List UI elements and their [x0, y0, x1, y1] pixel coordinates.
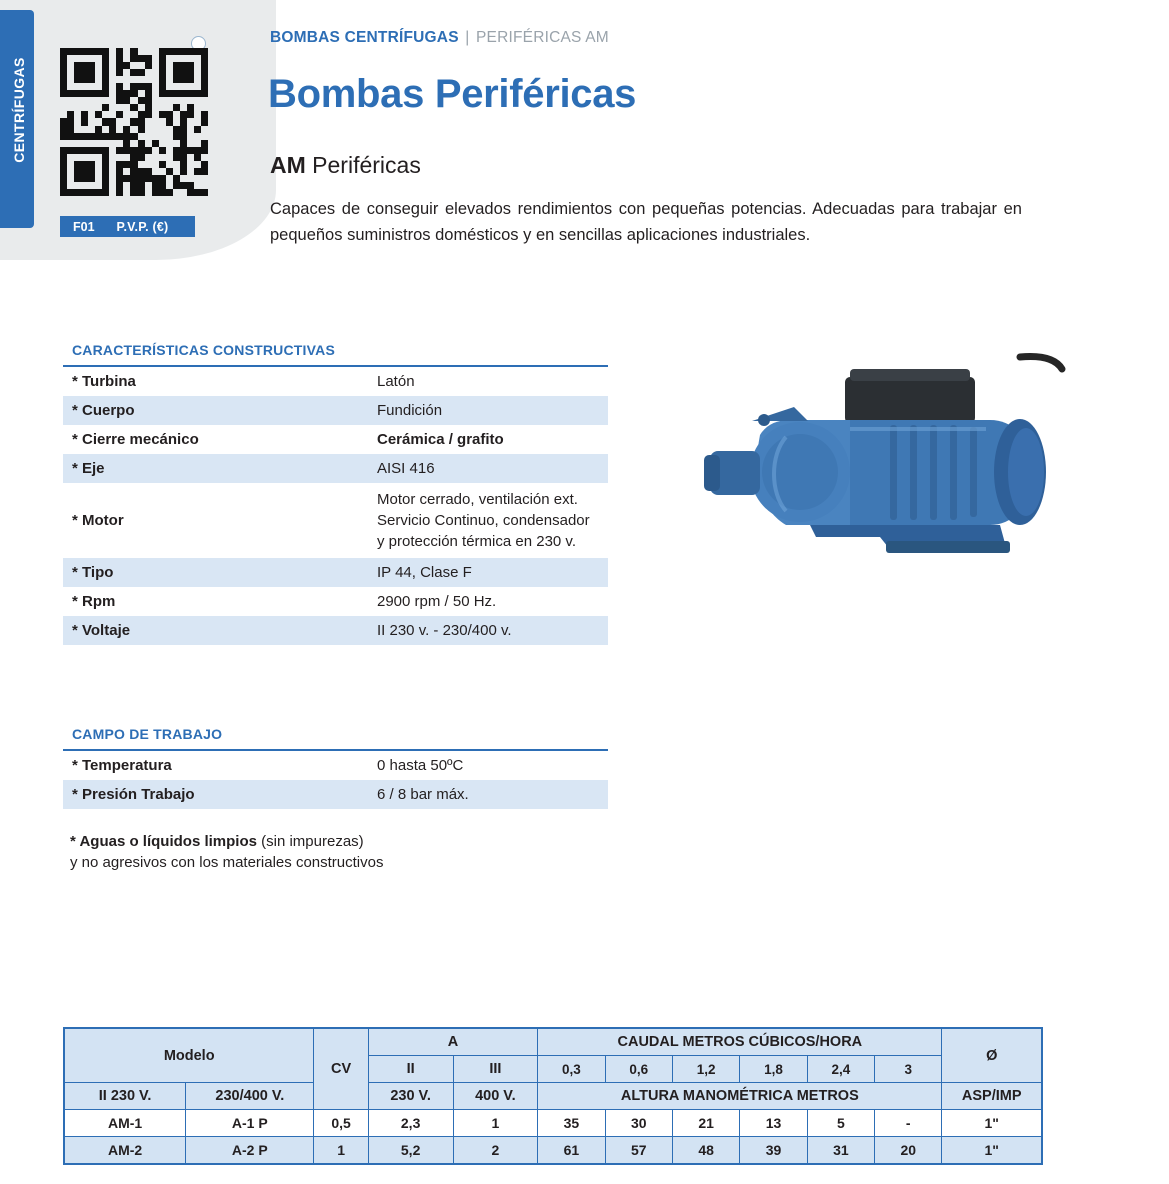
cell-flow-4: 31: [807, 1137, 874, 1165]
section-caracteristicas-constructivas: [63, 342, 608, 645]
page-header: [0, 0, 1169, 268]
cell-flow-1: 30: [605, 1110, 672, 1137]
spec-key: * Rpm: [72, 593, 116, 610]
spec-value: II 230 v. - 230/400 v.: [368, 616, 608, 645]
spec-value: 6 / 8 bar máx.: [368, 780, 608, 809]
cell-modelo-230-400: A-1 P: [186, 1110, 314, 1137]
qr-code-icon: [60, 48, 208, 196]
header-caudal: CAUDAL METROS CÚBICOS/HORA: [538, 1028, 942, 1056]
header-a-ii-volt: 230 V.: [368, 1083, 453, 1110]
spec-key: * Cuerpo: [63, 396, 368, 425]
header-modelo: Modelo: [64, 1028, 314, 1083]
spec-value: 0 hasta 50ºC: [377, 757, 464, 774]
cell-flow-0: 35: [538, 1110, 605, 1137]
header-a-iii-volt: 400 V.: [453, 1083, 538, 1110]
breadcrumb-separator: |: [465, 29, 470, 46]
spec-value: AISI 416: [368, 454, 608, 483]
price-bar: [60, 216, 195, 237]
spec-key: * Motor: [72, 512, 124, 529]
intro-paragraph: Capaces de conseguir elevados rendimientos con pequeñas potencias. Adecuadas para trabajar en pequeños suministros domésticos y en sencillas aplicaciones industriales.: [270, 200, 1022, 244]
spec-key: * Voltaje: [63, 616, 368, 645]
table-row: [63, 454, 608, 483]
cell-diameter: 1": [942, 1110, 1042, 1137]
spec-value: Cerámica / grafito: [377, 431, 504, 448]
table-row: [63, 751, 608, 780]
price-label: P.V.P. (€): [116, 219, 169, 234]
breadcrumb-category: BOMBAS CENTRÍFUGAS: [270, 29, 459, 46]
spec-value: Fundición: [368, 396, 608, 425]
section-title-constructivas: CARACTERÍSTICAS CONSTRUCTIVAS: [63, 342, 608, 367]
spec-key: * Temperatura: [72, 757, 172, 774]
table-row: [63, 396, 608, 425]
spec-value: 2900 rpm / 50 Hz.: [377, 593, 497, 610]
table-row: [63, 367, 608, 396]
header-flow-0: 0,3: [538, 1056, 605, 1083]
liquids-note-rest: (sin impurezas): [256, 833, 364, 850]
header-flow-5: 3: [875, 1056, 942, 1083]
cell-a-ii: 2,3: [368, 1110, 453, 1137]
table-row: [63, 616, 608, 645]
spec-key: * Tipo: [63, 558, 368, 587]
cell-flow-5: -: [875, 1110, 942, 1137]
table-header-row: [64, 1028, 1042, 1056]
subtitle-text: Periféricas: [312, 152, 421, 178]
models-data-table: [63, 1027, 1043, 1165]
header-flow-4: 2,4: [807, 1056, 874, 1083]
cell-flow-0: 61: [538, 1137, 605, 1165]
table-row: [63, 558, 608, 587]
page-subtitle: [270, 152, 421, 179]
cell-modelo-230: AM-2: [64, 1137, 186, 1165]
header-a: A: [368, 1028, 538, 1056]
spec-value: IP 44, Clase F: [368, 558, 608, 587]
cell-diameter: 1": [942, 1137, 1042, 1165]
header-diameter: Ø: [942, 1028, 1042, 1083]
table-row: [63, 425, 608, 454]
cell-flow-2: 21: [672, 1110, 739, 1137]
cell-cv: 1: [314, 1137, 368, 1165]
sidebar-category-tab: [0, 10, 34, 228]
cell-a-iii: 1: [453, 1110, 538, 1137]
cell-flow-5: 20: [875, 1137, 942, 1165]
header-flow-1: 0,6: [605, 1056, 672, 1083]
cell-flow-3: 39: [740, 1137, 807, 1165]
table-header-row: [64, 1083, 1042, 1110]
cell-flow-1: 57: [605, 1137, 672, 1165]
spec-key: * Presión Trabajo: [63, 780, 368, 809]
spec-key: * Eje: [63, 454, 368, 483]
liquids-note-line2: y no agresivos con los materiales constructivos: [70, 854, 384, 871]
header-cv: CV: [314, 1028, 368, 1110]
spec-key: * Turbina: [72, 373, 136, 390]
subtitle-model: AM: [270, 152, 306, 178]
table-row: [64, 1110, 1042, 1137]
section-campo-de-trabajo: [63, 726, 608, 809]
cell-a-iii: 2: [453, 1137, 538, 1165]
liquids-note-line1: [70, 831, 383, 852]
spec-key: * Cierre mecánico: [72, 431, 199, 448]
table-row: [63, 780, 608, 809]
header-modelo-230: II 230 V.: [64, 1083, 186, 1110]
cell-flow-4: 5: [807, 1110, 874, 1137]
header-a-ii: II: [368, 1056, 453, 1083]
header-modelo-230-400: 230/400 V.: [186, 1083, 314, 1110]
spec-value: Motor cerrado, ventilación ext. Servicio Continuo, condensador y protección térmica en 230 v.: [377, 491, 590, 550]
header-diameter-sub: ASP/IMP: [942, 1083, 1042, 1110]
header-a-iii: III: [453, 1056, 538, 1083]
header-flow-3: 1,8: [740, 1056, 807, 1083]
pump-product-image: [690, 325, 1070, 585]
cell-modelo-230-400: A-2 P: [186, 1137, 314, 1165]
table-row: [63, 483, 608, 558]
page-title: Bombas Periféricas: [268, 72, 637, 116]
sidebar-category-label: CENTRÍFUGAS: [11, 57, 27, 163]
cell-flow-2: 48: [672, 1137, 739, 1165]
product-code: F01: [73, 219, 95, 234]
liquids-note: [70, 831, 383, 873]
table-row: [64, 1137, 1042, 1165]
spec-value: Latón: [377, 373, 415, 390]
breadcrumb-subcategory: PERIFÉRICAS AM: [476, 29, 609, 46]
header-flow-2: 1,2: [672, 1056, 739, 1083]
liquids-note-bold: * Aguas o líquidos limpios: [70, 833, 257, 850]
table-row: [63, 587, 608, 616]
header-altura: ALTURA MANOMÉTRICA METROS: [538, 1083, 942, 1110]
table-campo-de-trabajo: [63, 751, 608, 809]
cell-cv: 0,5: [314, 1110, 368, 1137]
cell-a-ii: 5,2: [368, 1137, 453, 1165]
cell-modelo-230: AM-1: [64, 1110, 186, 1137]
cell-flow-3: 13: [740, 1110, 807, 1137]
section-title-campo-trabajo: CAMPO DE TRABAJO: [63, 726, 608, 751]
breadcrumb: [270, 29, 609, 47]
table-caracteristicas-constructivas: [63, 367, 608, 645]
